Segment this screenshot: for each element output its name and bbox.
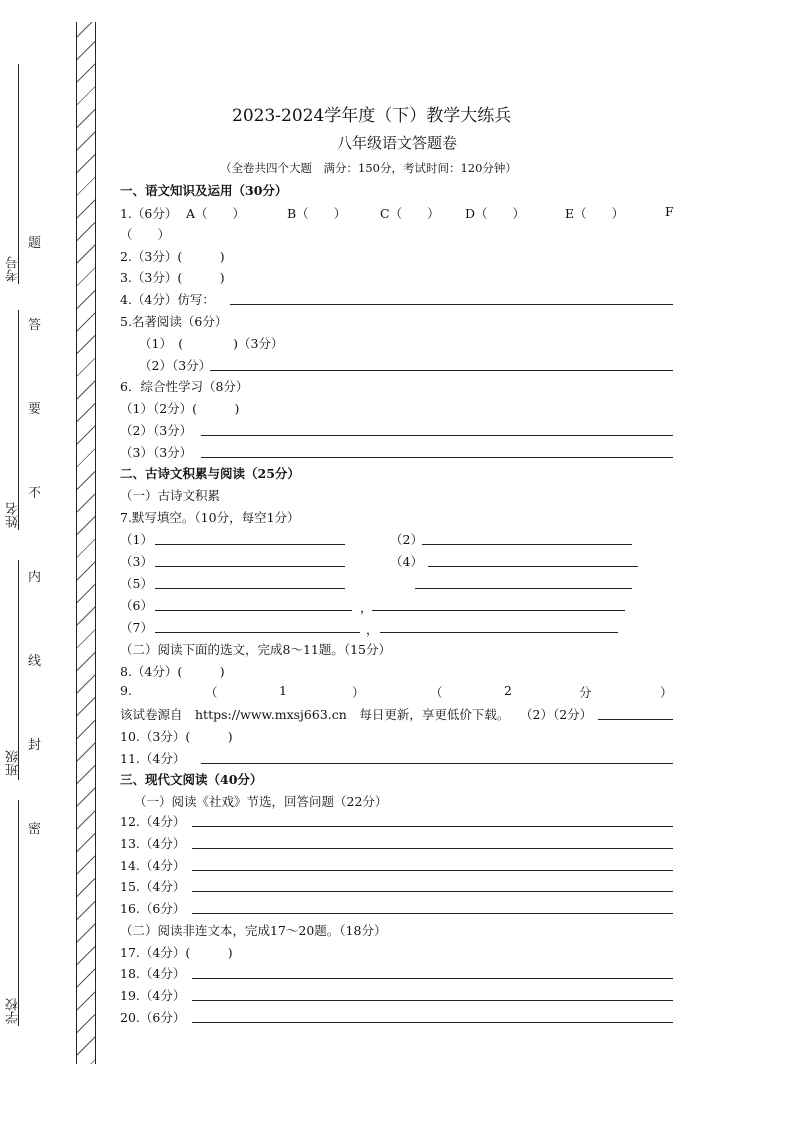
q12-label: 12.（4分） [120,814,186,829]
seal-char-8: 密 [28,822,42,837]
binding-hatch-strip [76,22,96,1064]
q7-label: 7.默写填空。（10分，每空1分） [120,510,300,525]
q10[interactable]: 10.（3分）( ) [120,729,233,744]
q20-answer-line[interactable] [192,1022,673,1023]
q17[interactable]: 17.（4分）( ) [120,945,233,960]
q18-label: 18.（4分） [120,966,186,981]
seal-char-6: 线 [28,654,42,669]
q18-answer-line[interactable] [192,978,673,979]
q9-p2-unit: 分 [579,685,592,700]
class-line[interactable] [18,560,19,780]
q13-answer-line[interactable] [192,848,673,849]
q7-6-label: （6） [120,598,153,613]
page-title: 2023-2024学年度（下）教学大练兵 [232,106,512,126]
name-label: 姓名 [6,502,21,528]
q11-label: 11.（4分） [120,751,186,766]
q8[interactable]: 8.（4分）( ) [120,664,225,679]
q20-label: 20.（6分） [120,1010,186,1025]
q3[interactable]: 3.（3分）( ) [120,270,225,285]
q6-part3-label: （3）（3分） [120,445,193,460]
q4-answer-line[interactable] [230,304,673,305]
q15-answer-line[interactable] [192,891,673,892]
q14-answer-line[interactable] [192,870,673,871]
q6-part3-answer-line[interactable] [201,457,673,458]
seal-char-3: 要 [28,402,42,417]
q7-1-line[interactable] [155,544,345,545]
source-watermark-text: 该试卷源自 https://www.mxsj663.cn 每日更新，享更低价下载。 [120,707,510,722]
q1-label: 1.（6分） [120,206,178,221]
q1-option-c[interactable]: C（ ） [380,206,440,221]
q12-answer-line[interactable] [192,826,673,827]
section-3-heading: 三、现代文阅读（40分） [120,772,263,787]
section-3b-heading: （二）阅读非连文本，完成17～20题。（18分） [120,923,387,938]
q19-label: 19.（4分） [120,988,186,1003]
q1-option-a[interactable]: A（ ） [186,206,246,221]
q7-3-line[interactable] [155,566,345,567]
q9-p1-open: （ [205,685,218,700]
q2[interactable]: 2.（3分）( ) [120,249,225,264]
q5-label: 5.名著阅读（6分） [120,314,228,329]
q7-4-line[interactable] [428,566,638,567]
q11-answer-line[interactable] [201,763,673,764]
q7-5-label: （5） [120,576,153,591]
q7-3-label: （3） [120,554,153,569]
q9-answer-line[interactable] [598,719,673,720]
section-2b-heading: （二）阅读下面的选文，完成8～11题。（15分） [120,642,392,657]
section-1-heading: 一、语文知识及运用（30分） [120,183,288,198]
section-3a-heading: （一）阅读《社戏》节选，回答问题（22分） [134,794,388,809]
q9-p2-close: ） [660,685,673,700]
page-subtitle: 八年级语文答题卷 [337,134,458,152]
q7-7-line-a[interactable] [155,632,360,633]
school-line[interactable] [18,800,19,1026]
q6-part2-label: （2）（3分） [120,423,193,438]
exam-no-line [18,64,19,284]
q7-5-line-b[interactable] [415,588,632,589]
exam-no-label: 考号 [6,256,21,282]
q4-label: 4.（4分）仿写： [120,292,215,307]
section-2a-heading: （一）古诗文积累 [120,488,221,503]
q9-p1-close: ） [352,685,365,700]
q14-label: 14.（4分） [120,858,186,873]
seal-char-7: 封 [28,738,42,753]
q7-7-label: （7） [120,620,153,635]
q7-5-line-a[interactable] [155,588,345,589]
q9-p1-num: 1 [279,683,287,698]
q16-label: 16.（6分） [120,901,186,916]
exam-note: （全卷共四个大题 满分：150分，考试时间：120分钟） [220,161,517,175]
q7-4-label: （4） [390,554,423,569]
seal-char-1: 题 [28,236,42,251]
q7-6-line-a[interactable] [155,610,352,611]
q1-option-b[interactable]: B（ ） [287,206,347,221]
q1-option-d[interactable]: D（ ） [465,206,526,221]
q15-label: 15.（4分） [120,879,186,894]
q7-1-label: （1） [120,532,153,547]
q9-p2-open: （ [430,685,443,700]
q1-option-e[interactable]: E（ ） [565,206,625,221]
q7-7-line-b[interactable] [380,632,618,633]
q7-6-comma: ， [360,600,373,615]
section-2-heading: 二、古诗文积累与阅读（25分） [120,466,300,481]
q5-part2-answer-line[interactable] [210,370,673,371]
q7-2-label: （2） [390,532,423,547]
class-label: 班级 [6,750,21,776]
name-line[interactable] [18,310,19,530]
q5-part1[interactable]: （1） ( )（3分） [139,336,284,351]
q19-answer-line[interactable] [192,1000,673,1001]
q16-answer-line[interactable] [192,913,673,914]
q7-6-line-b[interactable] [372,610,625,611]
seal-char-2: 答 [28,318,42,333]
q6-part1[interactable]: （1）（2分）( ) [120,401,240,416]
q9-part2-tail: （2）（2分） [520,707,593,722]
q6-label: 6．综合性学习（8分） [120,379,249,394]
seal-char-5: 内 [28,570,42,585]
school-label: 学校 [6,998,21,1024]
q5-part2-label: （2）（3分） [139,358,212,373]
q1-option-f[interactable]: F [665,204,674,219]
seal-char-4: 不 [28,486,42,501]
q6-part2-answer-line[interactable] [201,435,673,436]
q7-2-line[interactable] [422,544,632,545]
q1-option-f-paren[interactable]: （ ） [120,227,171,242]
q13-label: 13.（4分） [120,836,186,851]
q7-7-comma: ， [366,622,379,637]
q9-number: 9. [120,683,132,698]
q9-p2-num: 2 [504,683,512,698]
